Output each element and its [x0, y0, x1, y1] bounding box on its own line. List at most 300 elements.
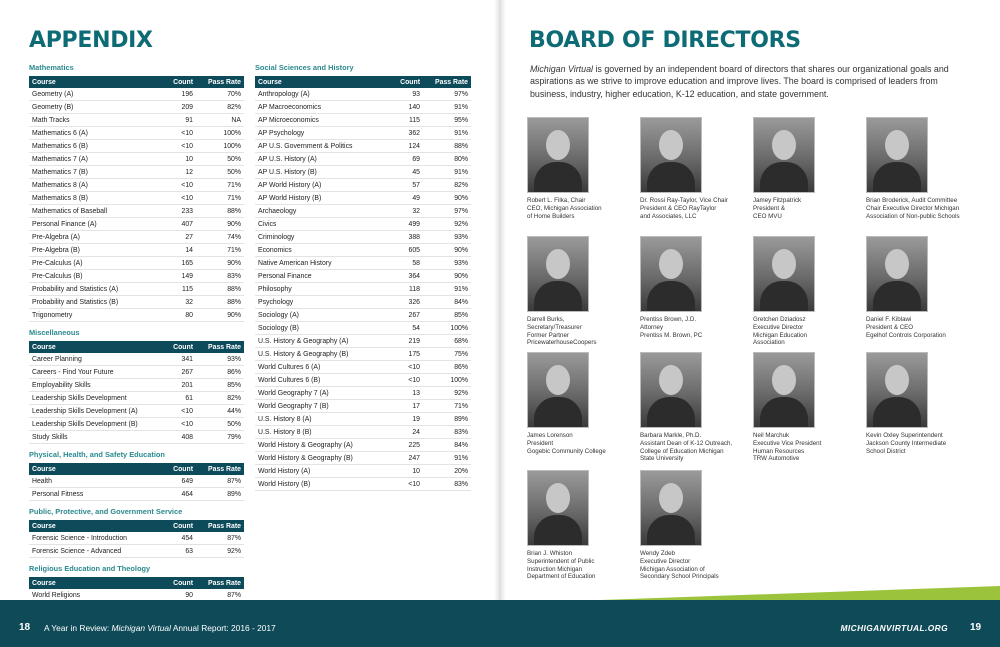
board-page: [503, 0, 1000, 600]
pass-rate-cell: 50%: [196, 418, 244, 431]
director-photo: [527, 117, 589, 193]
director-caption: Brian Broderick, Audit Committee Chair Executive Director Michigan Association of Non-public Schools: [866, 197, 960, 220]
appendix-page: [0, 0, 497, 600]
body-shape: [760, 162, 808, 193]
count-cell: 175: [383, 348, 423, 361]
table-row: [255, 140, 471, 153]
course-cell: Criminology: [255, 231, 383, 244]
pass-rate-cell: 89%: [423, 413, 471, 426]
pass-rate-cell: 92%: [423, 218, 471, 231]
count-cell: 115: [383, 114, 423, 127]
pass-rate-cell: 90%: [196, 309, 244, 322]
count-cell: 649: [156, 475, 196, 488]
body-shape: [534, 162, 582, 193]
table-row: [29, 231, 244, 244]
table-header-row: [29, 520, 244, 532]
table-row: [29, 309, 244, 322]
table-row: [29, 270, 244, 283]
course-cell: Geometry (A): [29, 88, 156, 101]
table-row: [255, 205, 471, 218]
count-cell: <10: [156, 140, 196, 153]
director-photo: [527, 236, 589, 312]
director-card: [866, 117, 976, 220]
table-row: [255, 374, 471, 387]
column-course-header: Course: [29, 463, 156, 475]
pass-rate-cell: 88%: [423, 140, 471, 153]
director-photo: [753, 117, 815, 193]
table-row: [29, 88, 244, 101]
column-course-header: Course: [29, 76, 156, 88]
director-caption: Robert L. Filka, Chair CEO, Michigan Association of Home Builders: [527, 197, 602, 220]
count-cell: 13: [383, 387, 423, 400]
mathematics-table: [29, 76, 244, 322]
column-pass-rate-header: Pass Rate: [196, 76, 244, 88]
pass-rate-cell: 85%: [423, 309, 471, 322]
head-shape: [772, 130, 796, 160]
pass-rate-cell: 84%: [423, 439, 471, 452]
body-shape: [534, 397, 582, 428]
left-page-number: 18: [19, 622, 31, 633]
director-card: [640, 352, 750, 463]
course-cell: Health: [29, 475, 156, 488]
count-cell: 407: [156, 218, 196, 231]
director-card: [866, 352, 976, 455]
pass-rate-cell: 100%: [196, 127, 244, 140]
count-cell: 19: [383, 413, 423, 426]
table-row: [255, 127, 471, 140]
count-cell: 32: [156, 296, 196, 309]
table-row: [29, 475, 244, 488]
table-row: [255, 101, 471, 114]
course-cell: Probability and Statistics (A): [29, 283, 156, 296]
course-cell: Employability Skills: [29, 379, 156, 392]
pass-rate-cell: 91%: [423, 452, 471, 465]
body-shape: [534, 281, 582, 312]
director-card: [866, 236, 976, 339]
pass-rate-cell: 93%: [423, 231, 471, 244]
pass-rate-cell: 100%: [423, 374, 471, 387]
course-cell: World History (B): [255, 478, 383, 491]
section-miscellaneous: [29, 327, 244, 444]
pass-rate-cell: 93%: [423, 257, 471, 270]
count-cell: 32: [383, 205, 423, 218]
count-cell: 58: [383, 257, 423, 270]
table-row: [29, 179, 244, 192]
footer-brand: Michigan Virtual: [111, 623, 171, 633]
table-row: [255, 231, 471, 244]
pass-rate-cell: 85%: [196, 379, 244, 392]
table-row: [255, 179, 471, 192]
column-pass-rate-header: Pass Rate: [196, 577, 244, 589]
body-shape: [760, 397, 808, 428]
pass-rate-cell: 79%: [196, 431, 244, 444]
table-row: [255, 192, 471, 205]
section-title: Religious Education and Theology: [29, 564, 151, 573]
pass-rate-cell: 68%: [423, 335, 471, 348]
director-photo: [527, 470, 589, 546]
course-cell: Geometry (B): [29, 101, 156, 114]
director-caption: Neil Marchuk Executive Vice President Human Resources TRW Automotive: [753, 432, 822, 463]
table-row: [29, 153, 244, 166]
count-cell: 24: [383, 426, 423, 439]
count-cell: 464: [156, 488, 196, 501]
pass-rate-cell: 87%: [196, 589, 244, 602]
count-cell: <10: [156, 192, 196, 205]
count-cell: 225: [383, 439, 423, 452]
course-cell: U.S. History & Geography (B): [255, 348, 383, 361]
course-cell: Mathematics 8 (B): [29, 192, 156, 205]
director-card: [527, 236, 637, 347]
column-course-header: Course: [29, 577, 156, 589]
section-title: Physical, Health, and Safety Education: [29, 450, 165, 459]
board-intro: [530, 63, 968, 100]
director-caption: Jamey Fitzpatrick President & CEO MVU: [753, 197, 802, 220]
course-cell: AP U.S. History (A): [255, 153, 383, 166]
section-mathematics: [29, 62, 244, 322]
table-row: [255, 88, 471, 101]
column-count-header: Count: [383, 76, 423, 88]
head-shape: [659, 130, 683, 160]
column-count-header: Count: [156, 463, 196, 475]
table-row: [255, 309, 471, 322]
count-cell: 605: [383, 244, 423, 257]
section-social-sciences: [255, 62, 471, 491]
body-shape: [873, 397, 921, 428]
director-photo: [753, 236, 815, 312]
table-row: [255, 296, 471, 309]
pass-rate-cell: 91%: [423, 166, 471, 179]
table-row: [29, 532, 244, 545]
count-cell: 362: [383, 127, 423, 140]
table-row: [255, 270, 471, 283]
table-row: [255, 439, 471, 452]
course-cell: AP Psychology: [255, 127, 383, 140]
count-cell: 12: [156, 166, 196, 179]
count-cell: 499: [383, 218, 423, 231]
accent-band: [600, 586, 1000, 600]
count-cell: 45: [383, 166, 423, 179]
head-shape: [772, 365, 796, 395]
body-shape: [647, 162, 695, 193]
course-cell: U.S. History & Geography (A): [255, 335, 383, 348]
course-cell: World Geography 7 (B): [255, 400, 383, 413]
course-cell: AP U.S. Government & Politics: [255, 140, 383, 153]
column-count-header: Count: [156, 76, 196, 88]
count-cell: 209: [156, 101, 196, 114]
pass-rate-cell: 90%: [196, 218, 244, 231]
director-caption: Dr. Rossi Ray-Taylor, Vice Chair President & CEO RayTaylor and Associates, LLC: [640, 197, 728, 220]
pass-rate-cell: 83%: [423, 478, 471, 491]
course-cell: Math Tracks: [29, 114, 156, 127]
count-cell: 27: [156, 231, 196, 244]
appendix-left-column: [29, 62, 244, 602]
body-shape: [873, 162, 921, 193]
count-cell: 140: [383, 101, 423, 114]
table-row: [255, 413, 471, 426]
course-cell: World Cultures 6 (A): [255, 361, 383, 374]
course-cell: Pre-Calculus (B): [29, 270, 156, 283]
pass-rate-cell: 84%: [423, 296, 471, 309]
course-cell: Psychology: [255, 296, 383, 309]
course-cell: Sociology (B): [255, 322, 383, 335]
table-row: [255, 361, 471, 374]
table-row: [29, 244, 244, 257]
pass-rate-cell: 93%: [196, 353, 244, 366]
pass-rate-cell: 90%: [196, 257, 244, 270]
pass-rate-cell: 91%: [423, 101, 471, 114]
pass-rate-cell: 71%: [196, 192, 244, 205]
count-cell: 17: [383, 400, 423, 413]
count-cell: 115: [156, 283, 196, 296]
course-cell: Personal Finance: [255, 270, 383, 283]
table-row: [29, 166, 244, 179]
pass-rate-cell: 88%: [196, 296, 244, 309]
count-cell: <10: [156, 179, 196, 192]
column-count-header: Count: [156, 577, 196, 589]
body-shape: [647, 515, 695, 546]
pass-rate-cell: 83%: [196, 270, 244, 283]
count-cell: 91: [156, 114, 196, 127]
count-cell: 247: [383, 452, 423, 465]
table-row: [29, 101, 244, 114]
course-cell: Probability and Statistics (B): [29, 296, 156, 309]
table-row: [29, 283, 244, 296]
head-shape: [546, 249, 570, 279]
director-caption: Barbara Markle, Ph.D. Assistant Dean of K-12 Outreach, College of Education Michigan State University: [640, 432, 733, 463]
pass-rate-cell: 80%: [423, 153, 471, 166]
course-cell: Careers - Find Your Future: [29, 366, 156, 379]
table-row: [255, 335, 471, 348]
director-card: [640, 117, 750, 220]
director-card: [527, 352, 637, 455]
pass-rate-cell: 88%: [196, 205, 244, 218]
director-caption: Gretchen Dziadosz Executive Director Michigan Education Association: [753, 316, 808, 347]
table-row: [29, 296, 244, 309]
count-cell: 454: [156, 532, 196, 545]
pass-rate-cell: 91%: [423, 283, 471, 296]
course-cell: Civics: [255, 218, 383, 231]
course-cell: Mathematics 7 (A): [29, 153, 156, 166]
pass-rate-cell: 86%: [423, 361, 471, 374]
count-cell: 341: [156, 353, 196, 366]
director-photo: [640, 236, 702, 312]
table-row: [29, 379, 244, 392]
table-row: [255, 114, 471, 127]
course-cell: AP Microeconomics: [255, 114, 383, 127]
body-shape: [534, 515, 582, 546]
course-cell: Pre-Calculus (A): [29, 257, 156, 270]
pass-rate-cell: 87%: [196, 475, 244, 488]
count-cell: 233: [156, 205, 196, 218]
course-cell: Personal Fitness: [29, 488, 156, 501]
director-caption: Wendy Zdeb Executive Director Michigan Association of Secondary School Principals: [640, 550, 719, 581]
pass-rate-cell: 70%: [196, 88, 244, 101]
director-photo: [640, 352, 702, 428]
count-cell: 364: [383, 270, 423, 283]
head-shape: [885, 249, 909, 279]
count-cell: 388: [383, 231, 423, 244]
section-title: Miscellaneous: [29, 328, 80, 337]
pass-rate-cell: 86%: [196, 366, 244, 379]
table-row: [255, 322, 471, 335]
table-row: [29, 114, 244, 127]
count-cell: 10: [383, 465, 423, 478]
pass-rate-cell: 97%: [423, 88, 471, 101]
public-service-table: [29, 520, 244, 558]
count-cell: 201: [156, 379, 196, 392]
table-row: [29, 392, 244, 405]
count-cell: <10: [383, 374, 423, 387]
count-cell: 49: [383, 192, 423, 205]
course-cell: Forensic Science - Introduction: [29, 532, 156, 545]
director-caption: Brian J. Whiston Superintendent of Public Instruction Michigan Department of Education: [527, 550, 596, 581]
course-cell: AP Macroeconomics: [255, 101, 383, 114]
head-shape: [546, 365, 570, 395]
course-cell: Archaeology: [255, 205, 383, 218]
column-pass-rate-header: Pass Rate: [423, 76, 471, 88]
table-row: [255, 153, 471, 166]
pass-rate-cell: 82%: [196, 101, 244, 114]
count-cell: 326: [383, 296, 423, 309]
course-cell: Mathematics 8 (A): [29, 179, 156, 192]
pass-rate-cell: 71%: [196, 179, 244, 192]
course-cell: World History (A): [255, 465, 383, 478]
section-title: Public, Protective, and Government Service: [29, 507, 183, 516]
section-title: Social Sciences and History: [255, 63, 354, 72]
table-header-row: [29, 577, 244, 589]
pass-rate-cell: 90%: [423, 244, 471, 257]
count-cell: 10: [156, 153, 196, 166]
head-shape: [659, 249, 683, 279]
intro-brand: Michigan Virtual: [530, 64, 593, 74]
section-public-service: [29, 506, 244, 558]
social-sciences-table: [255, 76, 471, 491]
course-cell: AP World History (A): [255, 179, 383, 192]
footer-left-text: [44, 623, 276, 633]
director-caption: Kevin Oxley Superintendent Jackson County Intermediate School District: [866, 432, 947, 455]
director-photo: [640, 117, 702, 193]
pass-rate-cell: 44%: [196, 405, 244, 418]
pass-rate-cell: 89%: [196, 488, 244, 501]
director-caption: Darrell Burks, Secretary/Treasurer Former Partner PricewaterhouseCoopers: [527, 316, 597, 347]
table-row: [29, 192, 244, 205]
director-photo: [753, 352, 815, 428]
course-cell: Leadership Skills Development (A): [29, 405, 156, 418]
pass-rate-cell: 82%: [196, 392, 244, 405]
column-count-header: Count: [156, 341, 196, 353]
head-shape: [885, 130, 909, 160]
table-row: [255, 465, 471, 478]
pass-rate-cell: 74%: [196, 231, 244, 244]
director-caption: James Lorenson President Gogebic Community College: [527, 432, 606, 455]
director-photo: [866, 352, 928, 428]
course-cell: World Geography 7 (A): [255, 387, 383, 400]
pass-rate-cell: 83%: [423, 426, 471, 439]
course-cell: U.S. History 8 (A): [255, 413, 383, 426]
course-cell: AP U.S. History (B): [255, 166, 383, 179]
table-row: [29, 127, 244, 140]
head-shape: [885, 365, 909, 395]
footer-prefix: A Year in Review:: [44, 623, 112, 633]
course-cell: Leadership Skills Development: [29, 392, 156, 405]
table-row: [255, 166, 471, 179]
section-physical-health: [29, 449, 244, 501]
pass-rate-cell: 92%: [196, 545, 244, 558]
course-cell: Mathematics 7 (B): [29, 166, 156, 179]
pass-rate-cell: 20%: [423, 465, 471, 478]
count-cell: 80: [156, 309, 196, 322]
course-cell: World History & Geography (A): [255, 439, 383, 452]
director-photo: [866, 117, 928, 193]
pass-rate-cell: 100%: [196, 140, 244, 153]
count-cell: 61: [156, 392, 196, 405]
course-cell: Mathematics of Baseball: [29, 205, 156, 218]
course-cell: World History & Geography (B): [255, 452, 383, 465]
director-card: [640, 470, 750, 581]
course-cell: Mathematics 6 (B): [29, 140, 156, 153]
course-cell: Forensic Science - Advanced: [29, 545, 156, 558]
miscellaneous-table: [29, 341, 244, 444]
table-row: [29, 545, 244, 558]
count-cell: 14: [156, 244, 196, 257]
pass-rate-cell: 100%: [423, 322, 471, 335]
director-caption: Prentiss Brown, J.D. Attorney Prentiss M. Brown, PC: [640, 316, 703, 339]
table-row: [255, 348, 471, 361]
pass-rate-cell: NA: [196, 114, 244, 127]
website-link[interactable]: MICHIGANVIRTUAL.ORG: [840, 623, 948, 633]
table-row: [29, 405, 244, 418]
course-cell: Pre-Algebra (A): [29, 231, 156, 244]
pass-rate-cell: 97%: [423, 205, 471, 218]
pass-rate-cell: 71%: [423, 400, 471, 413]
column-course-header: Course: [29, 520, 156, 532]
pass-rate-cell: 91%: [423, 127, 471, 140]
course-cell: Career Planning: [29, 353, 156, 366]
body-shape: [760, 281, 808, 312]
director-card: [753, 236, 863, 347]
table-row: [29, 366, 244, 379]
table-header-row: [29, 463, 244, 475]
pass-rate-cell: 92%: [423, 387, 471, 400]
pass-rate-cell: 95%: [423, 114, 471, 127]
course-cell: Trigonometry: [29, 309, 156, 322]
count-cell: <10: [156, 405, 196, 418]
pass-rate-cell: 82%: [423, 179, 471, 192]
pass-rate-cell: 71%: [196, 244, 244, 257]
table-row: [255, 400, 471, 413]
count-cell: 149: [156, 270, 196, 283]
column-count-header: Count: [156, 520, 196, 532]
count-cell: 267: [383, 309, 423, 322]
table-row: [29, 418, 244, 431]
table-row: [29, 488, 244, 501]
pass-rate-cell: 50%: [196, 153, 244, 166]
body-shape: [647, 397, 695, 428]
director-card: [640, 236, 750, 339]
director-photo: [527, 352, 589, 428]
body-shape: [873, 281, 921, 312]
course-cell: World Cultures 6 (B): [255, 374, 383, 387]
table-row: [255, 257, 471, 270]
head-shape: [546, 130, 570, 160]
head-shape: [659, 483, 683, 513]
head-shape: [659, 365, 683, 395]
table-row: [255, 426, 471, 439]
appendix-right-column: [255, 62, 471, 491]
head-shape: [772, 249, 796, 279]
table-row: [29, 218, 244, 231]
table-header-row: [29, 341, 244, 353]
